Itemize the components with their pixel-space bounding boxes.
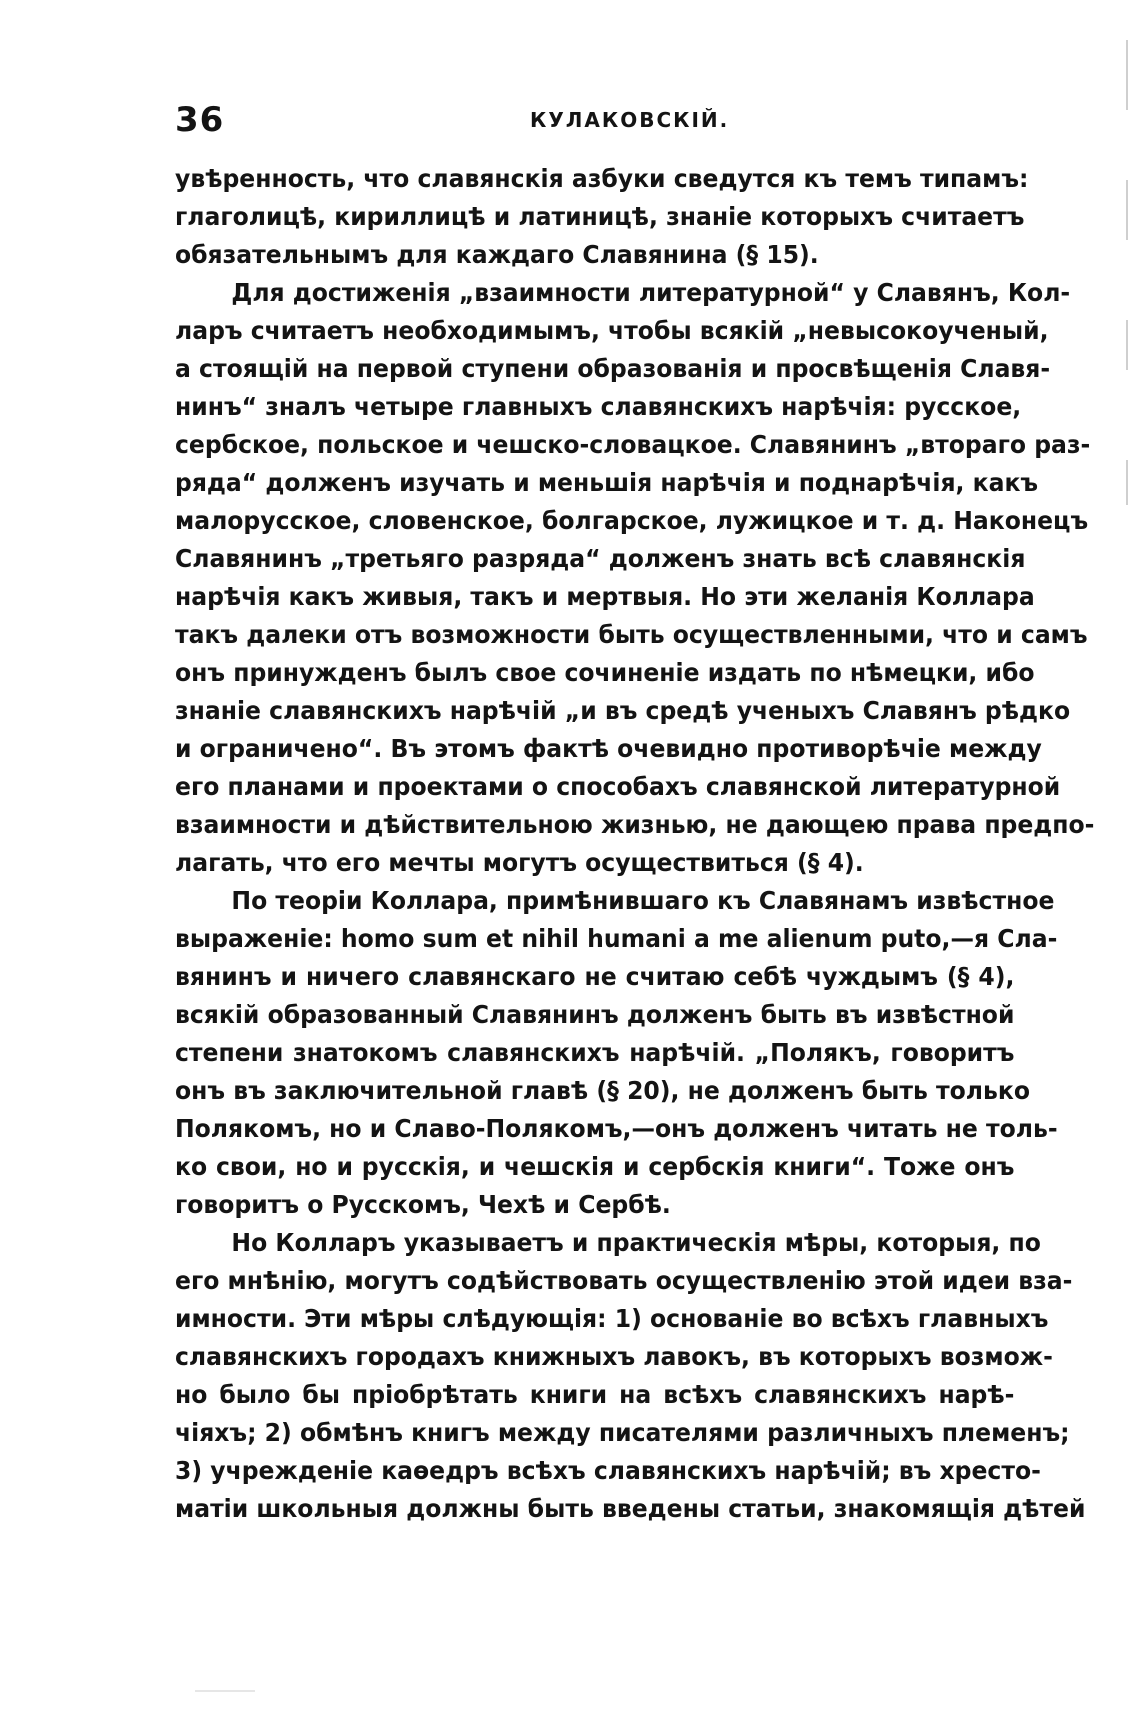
text-line: глаголицѣ, кириллицѣ и латиницѣ, знаніе которыхъ считаетъ — [175, 202, 1025, 231]
page-number: 36 — [175, 100, 225, 140]
text-line: такъ далеки отъ возможности быть осуществленными, что и самъ — [175, 620, 1088, 649]
text-line: Полякомъ, но и Славо-Полякомъ,—онъ долженъ читать не толь- — [175, 1114, 1058, 1143]
text-line: 3) учрежденіе каѳедръ всѣхъ славянскихъ нарѣчій; въ хресто- — [175, 1456, 1041, 1485]
text-line: ряда“ долженъ изучать и меньшія нарѣчія и поднарѣчія, какъ — [175, 468, 1039, 497]
text-line: нарѣчія какъ живыя, такъ и мертвыя. Но эти желанія Коллара — [175, 582, 1035, 611]
text-line: сербское, польское и чешско-словацкое. Славянинъ „втораго раз- — [175, 430, 1091, 459]
text-line: всякій образованный Славянинъ долженъ быть въ извѣстной — [175, 1000, 1015, 1029]
text-line: знаніе славянскихъ нарѣчій „и въ средѣ ученыхъ Славянъ рѣдко — [175, 696, 1071, 725]
binding-edge-mark — [1126, 320, 1128, 370]
binding-edge-mark — [1126, 180, 1128, 240]
text-line: ко свои, но и русскія, и чешскія и сербскія книги“. Тоже онъ — [175, 1152, 1015, 1181]
text-line: а стоящій на первой ступени образованія и просвѣщенія Славя- — [175, 354, 1051, 383]
text-line: матіи школьныя должны быть введены статьи, знакомящія дѣтей — [175, 1494, 1086, 1523]
text-line: и ограничено“. Въ этомъ фактѣ очевидно противорѣчіе между — [175, 734, 1042, 763]
page-header — [175, 100, 1015, 140]
text-line: малорусское, словенское, болгарское, лужицкое и т. д. Наконецъ — [175, 506, 1089, 535]
text-line: имности. Эти мѣры слѣдующія: 1) основаніе во всѣхъ главныхъ — [175, 1304, 1049, 1333]
text-line: Но Колларъ указываетъ и практическія мѣры, которыя, по — [231, 1228, 1041, 1257]
text-line: ларъ считаетъ необходимымъ, чтобы всякій „невысокоученый, — [175, 316, 1049, 345]
text-line: чіяхъ; 2) обмѣнъ книгъ между писателями различныхъ племенъ; — [175, 1418, 1070, 1447]
text-line: По теоріи Коллара, примѣнившаго къ Славянамъ извѣстное — [231, 886, 1055, 915]
text-line: обязательнымъ для каждаго Славянина (§ 15). — [175, 240, 819, 269]
binding-edge-mark — [1126, 460, 1128, 505]
text-line: но было бы пріобрѣтать книги на всѣхъ славянскихъ нарѣ- — [175, 1380, 1015, 1409]
text-line: выраженіе: homo sum et nihil humani a me alienum puto,—я Сла- — [175, 924, 1058, 953]
text-line: онъ принужденъ былъ свое сочиненіе издать по нѣмецки, ибо — [175, 658, 1035, 687]
text-line: славянскихъ городахъ книжныхъ лавокъ, въ которыхъ возмож- — [175, 1342, 1053, 1371]
text-line: Для достиженія „взаимности литературной“ у Славянъ, Кол- — [231, 278, 1071, 307]
text-line: лагать, что его мечты могутъ осуществиться (§ 4). — [175, 848, 864, 877]
text-line: взаимности и дѣйствительною жизнью, не дающею права предпо- — [175, 810, 1095, 839]
text-line: говоритъ о Русскомъ, Чехѣ и Сербѣ. — [175, 1190, 671, 1219]
binding-edge-mark — [1126, 40, 1128, 110]
text-line: степени знатокомъ славянскихъ нарѣчій. „Полякъ, говоритъ — [175, 1038, 1015, 1067]
text-line: увѣренность, что славянскія азбуки сведутся къ темъ типамъ: — [175, 164, 1029, 193]
text-line: Славянинъ „третьяго разряда“ долженъ знать всѣ славянскія — [175, 544, 1026, 573]
text-line: онъ въ заключительной главѣ (§ 20), не долженъ быть только — [175, 1076, 1030, 1105]
body-text — [175, 160, 1095, 1528]
text-line: его планами и проектами о способахъ славянской литературной — [175, 772, 1061, 801]
scan-artifact-line — [195, 1690, 255, 1692]
text-line: его мнѣнію, могутъ содѣйствовать осуществленію этой идеи вза- — [175, 1266, 1073, 1295]
text-line: вянинъ и ничего славянскаго не считаю себѣ чуждымъ (§ 4), — [175, 962, 1015, 991]
running-head: КУЛАКОВСКІЙ. — [530, 108, 730, 132]
text-line: нинъ“ зналъ четыре главныхъ славянскихъ нарѣчія: русское, — [175, 392, 1022, 421]
